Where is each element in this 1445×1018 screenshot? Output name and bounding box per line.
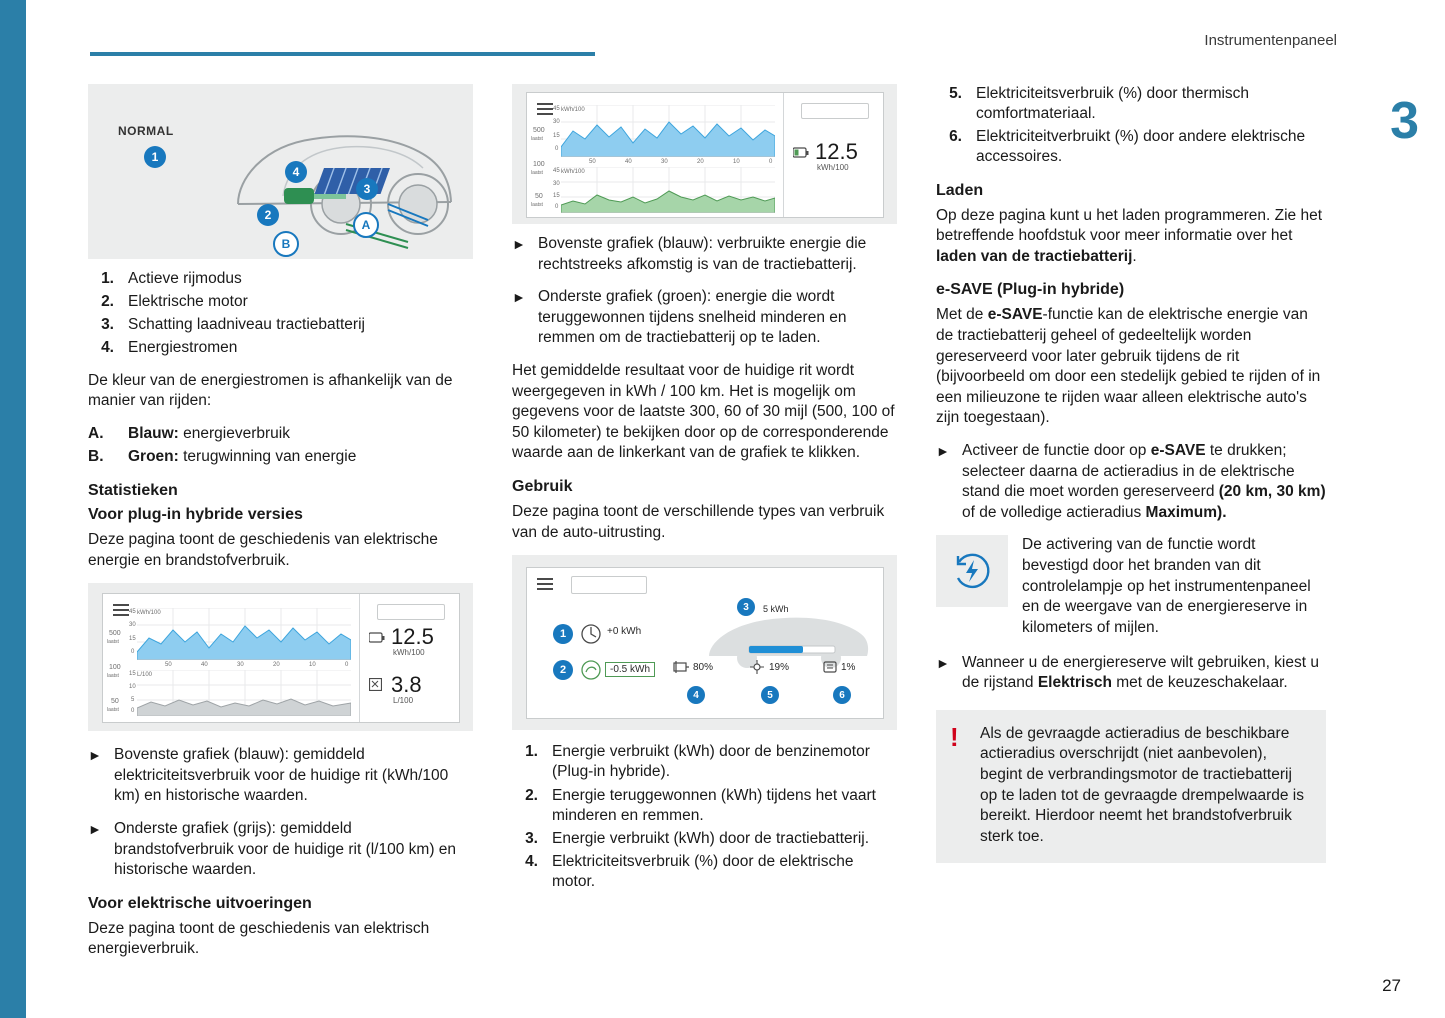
heading-statistieken: Statistieken <box>88 482 178 499</box>
regeneration-icon <box>581 660 601 680</box>
engine-icon <box>581 624 601 644</box>
chart-top-plot <box>137 608 351 660</box>
chart-top-y-2: 15 <box>129 636 136 643</box>
menu-icon[interactable] <box>113 604 129 616</box>
value-motor-percent: 80% <box>693 662 714 674</box>
chart-top-y-2: 15 <box>553 133 560 139</box>
header-title: Instrumentenpaneel <box>1204 32 1337 49</box>
page-number: 27 <box>1382 976 1401 995</box>
screen-frame <box>526 567 884 719</box>
list-item: A. Blauw: energieverbruik <box>88 424 290 442</box>
paragraph-energy-colors: De kleur van de energiestromen is afhankelijk van de manier van rijden: <box>88 371 453 410</box>
paragraph-laden: Op deze pagina kunt u het laden programmeren. Zie het betreffende hoofdstuk voor meer informatie over het laden van de tractiebatterij. <box>936 206 1323 265</box>
chart-top-y-3: 0 <box>131 649 135 656</box>
range-100-label[interactable]: 100 <box>533 161 545 168</box>
callout-3: 3 <box>737 598 755 616</box>
chapter-number: 3 <box>1390 92 1419 150</box>
screen-frame <box>526 92 884 218</box>
warning-text: Als de gevraagde actieradius de beschikbare actieradius overschrijdt (niet aanbevolen), begint de verbrandingsmotor de tractiebatterij op te laden tot de gevraagde drempelwaarde is bereikt. Hierdoor neemt het brandstofverbruik sterk toe. <box>980 724 1304 845</box>
readout-title-pill <box>801 103 869 119</box>
chart-bottom-plot <box>561 167 775 213</box>
range-100-label[interactable]: 100 <box>109 664 121 672</box>
bullet-bottom-graph-grey: ► Onderste grafiek (grijs): gemiddeld brandstofverbruik voor de huidige rit (l/100 km) en historische waarden. <box>88 819 473 881</box>
menu-icon[interactable] <box>537 103 553 115</box>
value-battery-kwh: 5 kWh <box>763 604 789 615</box>
callout-a: A <box>353 212 379 238</box>
energy-usage-screen <box>512 555 897 730</box>
column-right <box>936 84 1326 863</box>
list-item: 1. Energie verbruikt (kWh) door de benzinemotor (Plug-in hybride). <box>525 743 870 781</box>
list-item: 3. Energie verbruikt (kWh) door de tractiebatterij. <box>525 829 870 847</box>
accessories-icon <box>823 660 837 674</box>
range-100-sub: laatst <box>531 170 543 176</box>
chart-top-y-1: 30 <box>129 622 136 629</box>
chart-x-1: 40 <box>625 159 632 165</box>
paragraph-esave: Met de e-SAVE-functie kan de elektrische energie van de tractiebatterij geheel of gedeeltelijk worden gereserveerd voor later gebruik tijdens de rit (bijvoorbeeld om door een stedelijk gebied te rijden of in een milieuzone te rijden waar alleen elektrische auto's zijn toegestaan). <box>936 306 1321 427</box>
range-50-label[interactable]: 50 <box>535 193 543 200</box>
figure1-legend-list <box>88 269 473 359</box>
heading-plugin-versies: Voor plug-in hybride versies <box>88 506 303 523</box>
unit-fuel: L/100 <box>393 696 414 706</box>
value-fuel: 3.8 <box>391 672 422 698</box>
chart-x-4: 10 <box>733 159 740 165</box>
chart-bottom-y-0: 45 <box>553 168 560 174</box>
callout-2: 2 <box>257 204 279 226</box>
motor-icon <box>673 660 689 674</box>
chart-top-unit: kWh/100 <box>137 610 161 617</box>
page-spine-bar <box>0 0 26 1018</box>
bullet-bottom-graph-green: ► Onderste grafiek (groen): energie die wordt teruggewonnen tijdens snelheid minderen en remmen om de tractiebatterij op te laden. <box>512 287 897 349</box>
chart-x-4: 10 <box>309 662 316 669</box>
chart-x-3: 20 <box>697 159 704 165</box>
chart-bottom-y-3: 0 <box>555 204 559 210</box>
chart-bottom-y-0: 15 <box>129 671 136 678</box>
electric-consumption-history-screen <box>512 84 897 224</box>
arrow-icon: ► <box>88 821 102 838</box>
value-kwh: 12.5 <box>815 139 858 164</box>
arrow-icon: ► <box>936 443 950 460</box>
list-item: 4. Energiestromen <box>101 339 238 357</box>
battery-icon <box>793 147 809 159</box>
chart-top-unit: kWh/100 <box>561 107 585 113</box>
column-middle <box>512 84 897 904</box>
warning-box <box>936 710 1326 864</box>
chart-bottom-y-2: 5 <box>131 697 135 704</box>
callout-3: 3 <box>356 178 378 200</box>
menu-icon[interactable] <box>537 578 553 590</box>
chart-x-3: 20 <box>273 662 280 669</box>
value-accessories-percent: 1% <box>841 662 856 674</box>
e-save-telltale-icon <box>936 535 1008 607</box>
bullet-top-graph-blue: ► Bovenste grafiek (blauw): verbruikte energie die rechtstreeks afkomstig is van de tractiebatterij. <box>512 234 897 275</box>
heading-elektrische-uitvoeringen: Voor elektrische uitvoeringen <box>88 894 312 912</box>
fuel-icon <box>369 678 382 691</box>
unit-kwh: kWh/100 <box>817 163 849 172</box>
range-50-sub: laatst <box>107 707 119 714</box>
chart-x-2: 30 <box>661 159 668 165</box>
consumption-history-screen <box>88 583 473 731</box>
bullet-activate-esave: ► Activeer de functie door op e-SAVE te drukken; selecteer daarna de actieradius in de elektrische stand die moet worden gereserveerd (20 km, 30 km) of de volledige actieradius Maximum). <box>936 441 1326 523</box>
range-500-label[interactable]: 500 <box>109 630 121 638</box>
chart-top-y-1: 30 <box>553 119 560 125</box>
screen-frame <box>102 593 460 723</box>
bullet-top-graph-blue: ► Bovenste grafiek (blauw): gemiddeld elektriciteitsverbruik voor de huidige rit (kWh/100 km) en historische waarden. <box>88 745 473 807</box>
list-item: 4. Elektriciteitsverbruik (%) door de elektrische motor. <box>525 853 854 891</box>
list-item: 2. Energie teruggewonnen (kWh) tijdens het vaart minderen en remmen. <box>525 786 876 824</box>
chart-top-y-3: 0 <box>555 146 559 152</box>
list-item: B. Groen: terugwinning van energie <box>88 448 357 466</box>
screen-title-pill <box>571 576 647 594</box>
paragraph-gebruik: Deze pagina toont de verschillende types van verbruik van de auto-uitrusting. <box>512 503 885 541</box>
value-kwh: 12.5 <box>391 624 434 650</box>
column-left <box>88 84 473 972</box>
heading-gebruik: Gebruik <box>512 478 573 496</box>
header-rule <box>90 52 595 56</box>
callout-b: B <box>273 231 299 257</box>
panel-divider <box>783 93 784 217</box>
e-save-telltale-glyph <box>949 548 995 594</box>
chart-top-plot <box>561 105 775 157</box>
warning-icon: ! <box>950 721 959 752</box>
arrow-icon: ► <box>936 654 950 671</box>
callout-5: 5 <box>761 686 779 704</box>
chart-x-0: 50 <box>165 662 172 669</box>
list-item: 5. Elektriciteitsverbruik (%) door thermisch comfortmateriaal. <box>949 85 1250 123</box>
chart-bottom-y-1: 10 <box>129 684 136 691</box>
list-item: 6. Elektriciteitverbruikt (%) door andere elektrische accessoires. <box>949 128 1306 166</box>
value-climate-percent: 19% <box>769 662 790 674</box>
callout-2: 2 <box>553 660 573 680</box>
panel-divider <box>359 594 360 722</box>
callout-4: 4 <box>285 161 307 183</box>
chart-bottom-unit: L/100 <box>137 672 153 679</box>
list-item: 1. Actieve rijmodus <box>101 270 242 287</box>
energy-flow-diagram <box>88 84 473 259</box>
range-500-sub: laatst <box>531 136 543 142</box>
energy-color-legend <box>88 424 473 468</box>
list-item: 3. Schatting laadniveau tractiebatterij <box>101 316 365 334</box>
callout-1: 1 <box>553 624 573 644</box>
unit-kwh: kWh/100 <box>393 648 425 658</box>
chart-top-y-0: 45 <box>129 609 136 616</box>
list-item: 2. Elektrische motor <box>101 293 248 311</box>
range-500-label[interactable]: 500 <box>533 127 545 134</box>
chart-x-2: 30 <box>237 662 244 669</box>
callout-1: 1 <box>144 146 166 168</box>
chart-bottom-y-2: 15 <box>553 193 560 199</box>
range-50-sub: laatst <box>531 202 543 208</box>
heading-laden: Laden <box>936 181 984 199</box>
value-regen-kwh: -0.5 kWh <box>605 662 655 677</box>
figure4-legend-list-continued <box>936 84 1326 168</box>
value-engine-kwh: +0 kWh <box>607 626 642 638</box>
arrow-icon: ► <box>512 236 526 252</box>
bullet-use-energy-reserve: ► Wanneer u de energiereserve wilt gebruiken, kiest u de rijstand Elektrisch met de keuzeschakelaar. <box>936 653 1326 694</box>
range-50-label[interactable]: 50 <box>111 698 119 706</box>
range-500-sub: laatst <box>107 639 119 646</box>
heading-esave: e-SAVE (Plug-in hybride) <box>936 281 1125 299</box>
chart-x-0: 50 <box>589 159 596 165</box>
paragraph-plugin-history: Deze pagina toont de geschiedenis van elektrische energie en brandstofverbruik. <box>88 531 438 569</box>
figure4-legend-list <box>512 742 897 892</box>
battery-icon <box>369 632 385 644</box>
arrow-icon: ► <box>88 747 102 764</box>
arrow-icon: ► <box>512 289 526 306</box>
telltale-info-text: De activering van de functie wordt bevestigd door het branden van dit controlelampje op het instrumentenpaneel en de weergave van de energiereserve in kilometers of mijlen. <box>1022 536 1311 636</box>
paragraph-electric-history: Deze pagina toont de geschiedenis van elektrisch energieverbruik. <box>88 919 430 958</box>
chart-bottom-y-1: 30 <box>553 181 560 187</box>
range-100-sub: laatst <box>107 673 119 680</box>
chart-x-5: 0 <box>769 159 773 165</box>
paragraph-average-result: Het gemiddelde resultaat voor de huidige rit wordt weergegeven in kWh / 100 km. Het is mogelijk om gegevens voor de laatste 300, 60 of 30 mijl (500, 100 of 50 kilometer) te bekijken door op de corresponderende waarde aan de linkerkant van de grafiek te klikken. <box>512 362 895 462</box>
drive-mode-label: NORMAL <box>118 124 174 138</box>
callout-6: 6 <box>833 686 851 704</box>
telltale-info-box <box>936 535 1326 638</box>
chart-bottom-plot <box>137 670 351 716</box>
chart-top-y-0: 45 <box>553 106 560 112</box>
chart-x-1: 40 <box>201 662 208 669</box>
callout-4: 4 <box>687 686 705 704</box>
climate-icon <box>749 660 765 674</box>
chart-x-5: 0 <box>345 662 349 669</box>
page-header <box>90 32 1385 58</box>
chart-bottom-unit: kWh/100 <box>561 169 585 175</box>
chart-bottom-y-3: 0 <box>131 708 135 715</box>
readout-title-pill <box>377 604 445 620</box>
